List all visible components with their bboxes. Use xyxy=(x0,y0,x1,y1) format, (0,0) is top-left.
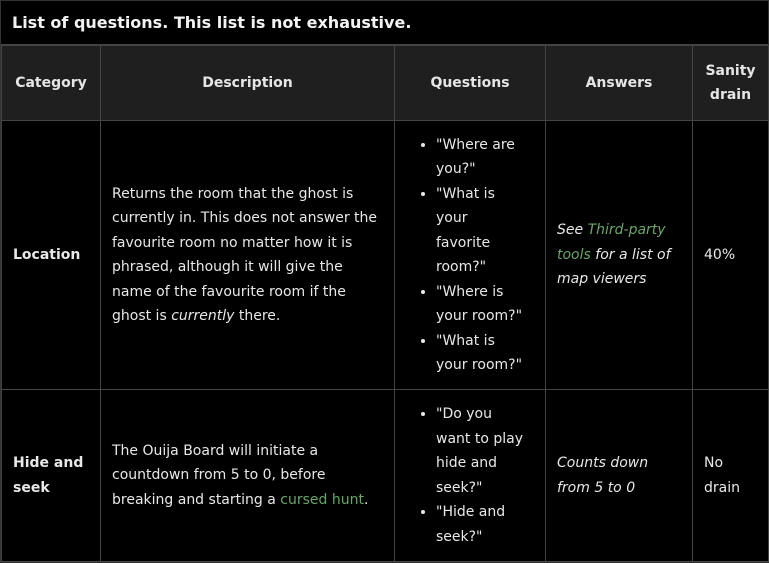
header-row xyxy=(2,46,769,121)
question-item: • "Where are you?" xyxy=(436,133,534,182)
description-cell xyxy=(101,121,395,390)
header-category: Category xyxy=(2,46,101,121)
description-emphasis: currently xyxy=(171,308,235,324)
sanity-cell: No drain xyxy=(693,390,769,562)
answer-text-end: for a list of map viewers xyxy=(557,246,671,288)
question-item: • "What is your favorite room?" xyxy=(436,182,534,280)
answer-cell xyxy=(546,390,693,562)
question-item: • "What is your room?" xyxy=(436,329,534,378)
answer-text: See xyxy=(557,222,588,239)
category-cell: Hide and seek xyxy=(2,390,101,562)
header-answers: Answers xyxy=(546,46,693,121)
header-sanity-line1: Sanity xyxy=(705,63,756,79)
description-text-end: . xyxy=(363,491,369,508)
cursed-hunt-link[interactable]: cursed hunt xyxy=(280,491,364,508)
question-item: • "Where is your room?" xyxy=(436,280,534,329)
description-text-end: there. xyxy=(234,308,281,324)
questions-cell xyxy=(395,390,546,562)
answer-text: Counts down from 5 to 0 xyxy=(557,455,649,496)
question-item: • "Do you want to play hide and seek?" xyxy=(436,402,534,500)
table-caption: List of questions. This list is not exhaustive. xyxy=(1,1,768,45)
table-row xyxy=(2,390,769,562)
question-item: • "Hide and seek?" xyxy=(436,500,534,549)
description-cell xyxy=(101,390,395,562)
header-sanity-line2: drain xyxy=(709,87,752,103)
questions-table xyxy=(1,45,769,562)
header-sanity-drain xyxy=(693,46,769,121)
questions-cell xyxy=(395,121,546,390)
category-cell: Location xyxy=(2,121,101,390)
table-row xyxy=(2,121,769,390)
header-questions: Questions xyxy=(395,46,546,121)
answer-cell xyxy=(546,121,693,390)
questions-list xyxy=(406,133,534,378)
sanity-cell: 40% xyxy=(693,121,769,390)
questions-list xyxy=(406,402,534,549)
third-party-tools-link[interactable]: Third-party tools xyxy=(557,222,666,263)
header-description: Description xyxy=(101,46,395,121)
description-text: The Ouija Board will initiate a countdown from 5 to 0, before breaking and starting a xyxy=(112,442,326,508)
description-text: Returns the room that the ghost is currently in. This does not answer the favourite room no matter how it is phrased, although it will give the name of the favourite room if the ghost is xyxy=(112,185,378,324)
